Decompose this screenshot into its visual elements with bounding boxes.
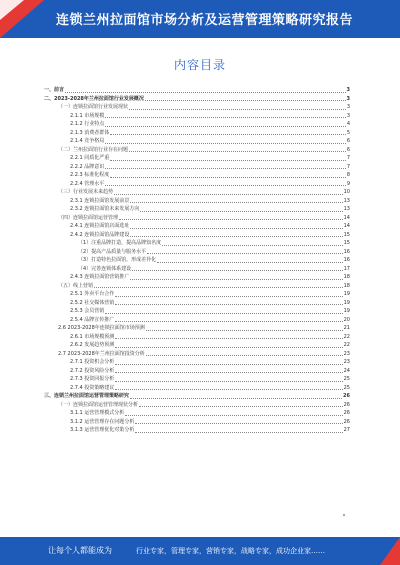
footer-red-corner xyxy=(380,537,400,565)
toc-entry[interactable] xyxy=(44,316,350,325)
toc-entry-label: 2.6.2 发展趋势预测 xyxy=(70,342,115,348)
toc-entry[interactable] xyxy=(44,95,350,104)
toc-entry-page: 26 xyxy=(343,418,350,425)
toc-leader-dots xyxy=(115,389,342,390)
table-of-contents xyxy=(44,86,350,435)
toc-entry[interactable] xyxy=(44,231,350,240)
toc-entry[interactable] xyxy=(44,86,350,95)
toc-entry-label: 2.6.1 市场规模预测 xyxy=(70,333,115,340)
toc-entry[interactable] xyxy=(44,112,350,121)
toc-leader-dots xyxy=(105,126,346,127)
toc-leader-dots xyxy=(115,381,342,382)
page-dot xyxy=(343,514,345,516)
toc-entry[interactable] xyxy=(44,129,350,138)
toc-entry[interactable] xyxy=(44,375,350,384)
toc-entry-page: 16 xyxy=(343,257,350,263)
toc-entry-label: 3.1.1 运营管理模式分析 xyxy=(70,410,125,416)
toc-entry-page: 23 xyxy=(343,350,350,357)
toc-entry-label: 2.5.1 外卖平台合作 xyxy=(70,291,115,297)
toc-entry[interactable] xyxy=(44,358,350,367)
toc-entry-page: 6 xyxy=(346,146,350,153)
toc-entry-label: （二）兰州拉面馆行业存在问题 xyxy=(58,146,129,153)
toc-entry-page: 21 xyxy=(343,325,350,331)
footer-slogan-right: 行业专家，管理专家，营销专家，战略专家，成功企业家…… xyxy=(136,547,325,555)
toc-entry-page: 24 xyxy=(343,367,350,374)
toc-entry-page: 15 xyxy=(343,231,350,238)
toc-entry-label: （3）打造特色拉面馆，形成差异化 xyxy=(78,257,157,263)
toc-entry[interactable] xyxy=(44,154,350,163)
toc-leader-dots xyxy=(105,313,342,314)
toc-entry-label: （1）注重品牌打造，提高品牌知名度 xyxy=(78,240,162,246)
toc-entry[interactable] xyxy=(44,426,350,435)
toc-entry[interactable] xyxy=(44,273,350,282)
toc-entry-label: 2.4.2 连锁拉面馆品牌建设 xyxy=(70,231,130,238)
toc-entry-page: 13 xyxy=(343,197,350,204)
toc-entry-label: 2.4.3 连锁拉面馆营销推广 xyxy=(70,274,130,280)
toc-leader-dots xyxy=(129,109,346,110)
toc-entry-label: 二、2023-2028年兰州拉面馆行业发展概况 xyxy=(44,95,144,102)
toc-title: 内容目录 xyxy=(173,58,226,72)
toc-leader-dots xyxy=(157,262,342,263)
toc-entry-label: 2.7.2 投资风险分析 xyxy=(70,367,115,374)
toc-leader-dots xyxy=(146,330,343,331)
toc-leader-dots xyxy=(125,415,342,416)
toc-entry[interactable] xyxy=(44,392,350,401)
toc-entry-label: 2.5.4 品牌宣传推广 xyxy=(70,316,115,323)
toc-entry-label: 2.2.3 标准化程度 xyxy=(70,172,110,178)
toc-leader-dots xyxy=(110,134,346,135)
toc-leader-dots xyxy=(105,117,346,118)
toc-leader-dots xyxy=(105,185,346,186)
toc-leader-dots xyxy=(115,372,342,373)
toc-entry-page: 18 xyxy=(343,282,350,289)
toc-entry[interactable] xyxy=(44,188,350,197)
toc-entry-page: 4 xyxy=(346,121,350,127)
header-white-corner xyxy=(0,0,24,20)
toc-entry[interactable] xyxy=(44,384,350,393)
toc-entry[interactable] xyxy=(44,197,350,206)
toc-entry-label: 2.1.1 市场规模 xyxy=(70,112,105,119)
toc-entry-label: 3.1.3 运营管理优化对策分析 xyxy=(70,427,135,433)
toc-entry[interactable] xyxy=(44,265,350,274)
toc-entry-label: （四）连锁拉面馆运营管理 xyxy=(58,214,119,221)
toc-leader-dots xyxy=(115,321,342,322)
toc-entry-label: （三）行业发展未来趋势 xyxy=(58,189,114,195)
toc-entry-label: （一）连锁拉面馆运营管理现状分析 xyxy=(58,401,139,408)
toc-entry-page: 3 xyxy=(346,95,350,102)
toc-entry-page: 19 xyxy=(343,299,350,306)
toc-entry-page: 9 xyxy=(346,180,350,187)
toc-entry-page: 3 xyxy=(346,112,350,119)
toc-leader-dots xyxy=(115,304,342,305)
toc-leader-dots xyxy=(135,432,342,433)
toc-entry[interactable] xyxy=(44,239,350,248)
toc-leader-dots xyxy=(146,355,343,356)
toc-entry-page: 3 xyxy=(346,87,350,93)
footer-slogan-left: 让每个人都能成为 xyxy=(48,546,112,555)
toc-leader-dots xyxy=(135,423,342,424)
toc-entry[interactable] xyxy=(44,171,350,180)
toc-entry-page: 7 xyxy=(346,163,350,170)
toc-entry-label: 2.3.2 连锁拉面馆未来发展方向 xyxy=(70,206,140,212)
toc-leader-dots xyxy=(130,202,342,203)
toc-entry[interactable] xyxy=(44,205,350,214)
toc-entry-label: 2.1.2 行业特点 xyxy=(70,121,105,127)
toc-leader-dots xyxy=(147,253,342,254)
toc-entry-page: 3 xyxy=(346,104,350,110)
toc-leader-dots xyxy=(115,364,342,365)
toc-entry-label: 2.6 2023-2028年连锁拉面馆市场预测 xyxy=(58,325,145,331)
toc-entry-label: 2.5.3 会员营销 xyxy=(70,308,105,314)
toc-entry-label: （五）线上营销 xyxy=(58,282,94,289)
toc-entry[interactable] xyxy=(44,256,350,265)
toc-entry-page: 19 xyxy=(343,308,350,314)
toc-entry[interactable] xyxy=(44,180,350,189)
toc-entry-label: （2）提高产品质量与服务水平 xyxy=(78,248,147,255)
toc-leader-dots xyxy=(105,143,346,144)
toc-leader-dots xyxy=(139,406,343,407)
toc-entry[interactable] xyxy=(44,146,350,155)
toc-entry-label: 2.7.3 投资回报分析 xyxy=(70,376,115,382)
toc-leader-dots xyxy=(65,92,346,93)
toc-entry-label: （一）连锁拉面馆行业发展现状 xyxy=(58,104,129,110)
toc-entry[interactable] xyxy=(44,222,350,231)
toc-entry[interactable] xyxy=(44,324,350,333)
toc-entry-page: 26 xyxy=(343,401,350,408)
toc-leader-dots xyxy=(115,296,342,297)
toc-entry[interactable] xyxy=(44,103,350,112)
toc-entry-page: 26 xyxy=(343,393,350,399)
toc-entry[interactable] xyxy=(44,350,350,359)
toc-entry-label: 2.5.2 社交媒体营销 xyxy=(70,299,115,306)
toc-leader-dots xyxy=(162,245,342,246)
toc-entry-label: 3.1.2 运营管理存在问题分析 xyxy=(70,418,135,425)
toc-entry-label: 2.1.3 消费者群体 xyxy=(70,129,110,136)
toc-entry-page: 7 xyxy=(346,155,350,161)
toc-entry-label: 2.2.2 品牌意识 xyxy=(70,163,105,170)
toc-leader-dots xyxy=(130,236,342,237)
toc-leader-dots xyxy=(129,151,346,152)
toc-entry-label: 2.2.1 同质化严重 xyxy=(70,155,110,161)
toc-entry[interactable] xyxy=(44,299,350,308)
toc-entry-page: 15 xyxy=(343,240,350,246)
toc-leader-dots xyxy=(110,160,346,161)
toc-entry-label: 2.7.4 投资策略建议 xyxy=(70,384,115,391)
toc-leader-dots xyxy=(130,279,342,280)
toc-entry[interactable] xyxy=(44,290,350,299)
toc-entry-label: 2.3.1 连锁拉面馆发展前景 xyxy=(70,197,130,204)
toc-entry-label: （4）完善连锁体系建设 xyxy=(78,265,132,272)
toc-entry[interactable] xyxy=(44,137,350,146)
toc-entry-label: 2.2.4 管理水平 xyxy=(70,180,105,187)
toc-entry-page: 14 xyxy=(343,223,350,229)
toc-entry-page: 19 xyxy=(343,291,350,297)
toc-entry-page: 22 xyxy=(343,342,350,348)
toc-entry-page: 23 xyxy=(343,359,350,365)
toc-entry-page: 27 xyxy=(343,427,350,433)
toc-entry-label: 2.4.1 连锁拉面馆店面选址 xyxy=(70,223,130,229)
header-bar xyxy=(0,0,400,38)
report-title: 连锁兰州拉面馆市场分析及运营管理策略研究报告 xyxy=(56,13,354,28)
toc-entry-page: 10 xyxy=(343,189,350,195)
toc-entry-page: 6 xyxy=(346,138,350,144)
toc-entry-label: 2.1.4 竞争格局 xyxy=(70,138,105,144)
toc-leader-dots xyxy=(130,398,342,399)
toc-leader-dots xyxy=(115,338,342,339)
toc-entry[interactable] xyxy=(44,307,350,316)
toc-entry[interactable] xyxy=(44,333,350,342)
toc-entry[interactable] xyxy=(44,409,350,418)
toc-entry[interactable] xyxy=(44,367,350,376)
toc-entry-label: 三、连锁兰州拉面馆运营管理策略研究 xyxy=(44,393,130,399)
toc-leader-dots xyxy=(119,219,343,220)
toc-leader-dots xyxy=(114,194,343,195)
toc-leader-dots xyxy=(140,211,342,212)
toc-entry-page: 8 xyxy=(346,172,350,178)
toc-entry-page: 17 xyxy=(343,265,350,272)
toc-entry-page: 13 xyxy=(343,206,350,212)
toc-entry-page: 25 xyxy=(343,384,350,391)
toc-entry-page: 14 xyxy=(343,214,350,221)
toc-entry[interactable] xyxy=(44,163,350,172)
toc-entry-page: 26 xyxy=(343,410,350,416)
toc-leader-dots xyxy=(105,168,346,169)
toc-entry[interactable] xyxy=(44,214,350,223)
toc-entry[interactable] xyxy=(44,248,350,257)
toc-leader-dots xyxy=(110,177,346,178)
toc-entry[interactable] xyxy=(44,418,350,427)
toc-entry[interactable] xyxy=(44,401,350,410)
toc-leader-dots xyxy=(94,287,343,288)
toc-entry-page: 18 xyxy=(343,274,350,280)
toc-leader-dots xyxy=(145,100,346,101)
toc-entry[interactable] xyxy=(44,120,350,129)
toc-leader-dots xyxy=(115,347,342,348)
toc-entry[interactable] xyxy=(44,282,350,291)
toc-entry-label: 2.7 2023-2028年兰州拉面馆投资分析 xyxy=(58,350,145,357)
toc-entry[interactable] xyxy=(44,341,350,350)
toc-entry-page: 20 xyxy=(343,316,350,323)
toc-entry-label: 2.7.1 投资机会分析 xyxy=(70,359,115,365)
toc-entry-page: 25 xyxy=(343,376,350,382)
toc-entry-page: 16 xyxy=(343,248,350,255)
toc-leader-dots xyxy=(130,228,342,229)
toc-entry-page: 22 xyxy=(343,333,350,340)
toc-entry-page: 5 xyxy=(346,129,350,136)
footer-bar xyxy=(0,537,400,565)
toc-leader-dots xyxy=(132,270,342,271)
toc-entry-label: 一、前言 xyxy=(44,87,65,93)
